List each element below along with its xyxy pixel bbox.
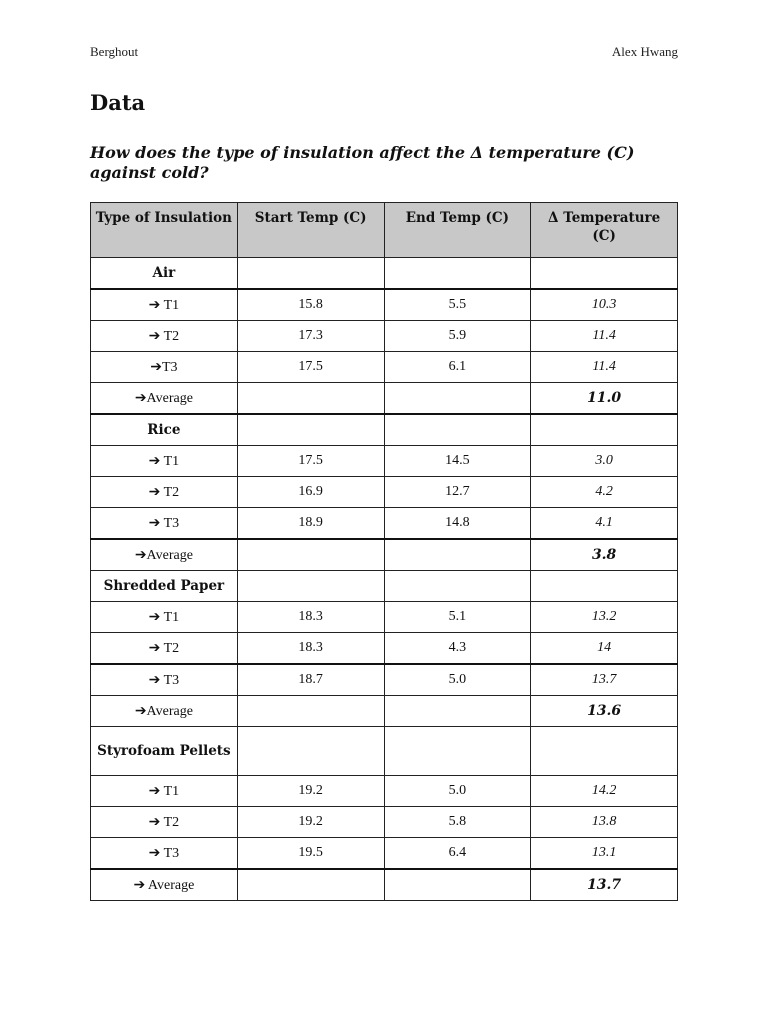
average-label: ➔ Average	[91, 869, 238, 901]
trial-label: ➔ T3	[91, 838, 238, 870]
average-row	[91, 539, 678, 571]
empty-cell	[531, 414, 678, 446]
trial-label: ➔ T2	[91, 633, 238, 665]
delta-temp-cell: 3.0	[531, 446, 678, 477]
delta-temp-cell: 13.8	[531, 807, 678, 838]
empty-cell	[237, 696, 384, 727]
delta-temp-cell: 10.3	[531, 289, 678, 321]
trial-label: ➔ T1	[91, 776, 238, 807]
empty-cell	[237, 571, 384, 602]
group-row-styrofoam-pellets	[91, 727, 678, 776]
empty-cell	[237, 414, 384, 446]
research-question: How does the type of insulation affect the Δ temperature (C) against cold?	[90, 143, 635, 182]
group-label: Styrofoam Pellets	[91, 727, 238, 776]
empty-cell	[384, 539, 531, 571]
trial-label: ➔ T3	[91, 664, 238, 696]
empty-cell	[237, 539, 384, 571]
empty-cell	[384, 696, 531, 727]
end-temp-cell: 4.3	[384, 633, 531, 665]
empty-cell	[531, 258, 678, 290]
empty-cell	[384, 869, 531, 901]
table-row	[91, 776, 678, 807]
start-temp-cell: 19.2	[237, 776, 384, 807]
end-temp-cell: 6.1	[384, 352, 531, 383]
delta-temp-cell: 4.2	[531, 477, 678, 508]
delta-temp-cell: 13.1	[531, 838, 678, 870]
average-delta-cell: 13.6	[531, 696, 678, 727]
group-row-air	[91, 258, 678, 290]
trial-label: ➔ T1	[91, 446, 238, 477]
group-label: Rice	[91, 414, 238, 446]
table-row	[91, 289, 678, 321]
start-temp-cell: 16.9	[237, 477, 384, 508]
column-header-start-temp: Start Temp (C)	[237, 203, 384, 258]
average-row	[91, 383, 678, 415]
trial-label: ➔T3	[91, 352, 238, 383]
end-temp-cell: 5.5	[384, 289, 531, 321]
start-temp-cell: 18.3	[237, 633, 384, 665]
table-row	[91, 477, 678, 508]
average-delta-cell: 3.8	[531, 539, 678, 571]
start-temp-cell: 19.2	[237, 807, 384, 838]
average-delta-cell: 13.7	[531, 869, 678, 901]
column-header-end-temp: End Temp (C)	[384, 203, 531, 258]
delta-temp-cell: 14.2	[531, 776, 678, 807]
empty-cell	[384, 258, 531, 290]
start-temp-cell: 19.5	[237, 838, 384, 870]
delta-temp-cell: 13.7	[531, 664, 678, 696]
trial-label: ➔ T1	[91, 602, 238, 633]
table-row	[91, 838, 678, 870]
delta-temp-cell: 4.1	[531, 508, 678, 540]
table-row	[91, 352, 678, 383]
empty-cell	[237, 383, 384, 415]
trial-label: ➔ T3	[91, 508, 238, 540]
data-table	[90, 202, 678, 901]
column-header-delta-temp: Δ Temperature (C)	[531, 203, 678, 258]
table-row	[91, 321, 678, 352]
column-header-type: Type of Insulation	[91, 203, 238, 258]
header-left-text: Berghout	[90, 44, 139, 59]
empty-cell	[384, 383, 531, 415]
group-label: Air	[91, 258, 238, 290]
average-label: ➔Average	[91, 383, 238, 415]
table-row	[91, 446, 678, 477]
start-temp-cell: 18.7	[237, 664, 384, 696]
start-temp-cell: 17.5	[237, 352, 384, 383]
group-row-shredded-paper	[91, 571, 678, 602]
average-label: ➔Average	[91, 696, 238, 727]
delta-temp-cell: 14	[531, 633, 678, 665]
page-header	[90, 44, 678, 60]
end-temp-cell: 12.7	[384, 477, 531, 508]
table-row	[91, 807, 678, 838]
empty-cell	[384, 571, 531, 602]
end-temp-cell: 5.0	[384, 776, 531, 807]
delta-temp-cell: 11.4	[531, 352, 678, 383]
start-temp-cell: 18.3	[237, 602, 384, 633]
average-delta-cell: 11.0	[531, 383, 678, 415]
delta-temp-cell: 11.4	[531, 321, 678, 352]
trial-label: ➔ T1	[91, 289, 238, 321]
empty-cell	[237, 727, 384, 776]
empty-cell	[531, 571, 678, 602]
end-temp-cell: 5.1	[384, 602, 531, 633]
end-temp-cell: 5.0	[384, 664, 531, 696]
start-temp-cell: 17.5	[237, 446, 384, 477]
average-label: ➔Average	[91, 539, 238, 571]
table-row	[91, 633, 678, 665]
empty-cell	[384, 727, 531, 776]
group-label: Shredded Paper	[91, 571, 238, 602]
group-row-rice	[91, 414, 678, 446]
average-row	[91, 696, 678, 727]
start-temp-cell: 15.8	[237, 289, 384, 321]
start-temp-cell: 18.9	[237, 508, 384, 540]
empty-cell	[384, 414, 531, 446]
end-temp-cell: 14.8	[384, 508, 531, 540]
delta-temp-cell: 13.2	[531, 602, 678, 633]
end-temp-cell: 5.9	[384, 321, 531, 352]
trial-label: ➔ T2	[91, 321, 238, 352]
table-row	[91, 602, 678, 633]
average-row	[91, 869, 678, 901]
header-right-text: Alex Hwang	[611, 44, 678, 59]
table-row	[91, 664, 678, 696]
empty-cell	[237, 258, 384, 290]
end-temp-cell: 5.8	[384, 807, 531, 838]
trial-label: ➔ T2	[91, 477, 238, 508]
start-temp-cell: 17.3	[237, 321, 384, 352]
table-row	[91, 508, 678, 540]
end-temp-cell: 6.4	[384, 838, 531, 870]
table-header-row	[91, 203, 678, 258]
empty-cell	[237, 869, 384, 901]
end-temp-cell: 14.5	[384, 446, 531, 477]
empty-cell	[531, 727, 678, 776]
trial-label: ➔ T2	[91, 807, 238, 838]
section-heading: Data	[90, 90, 146, 115]
